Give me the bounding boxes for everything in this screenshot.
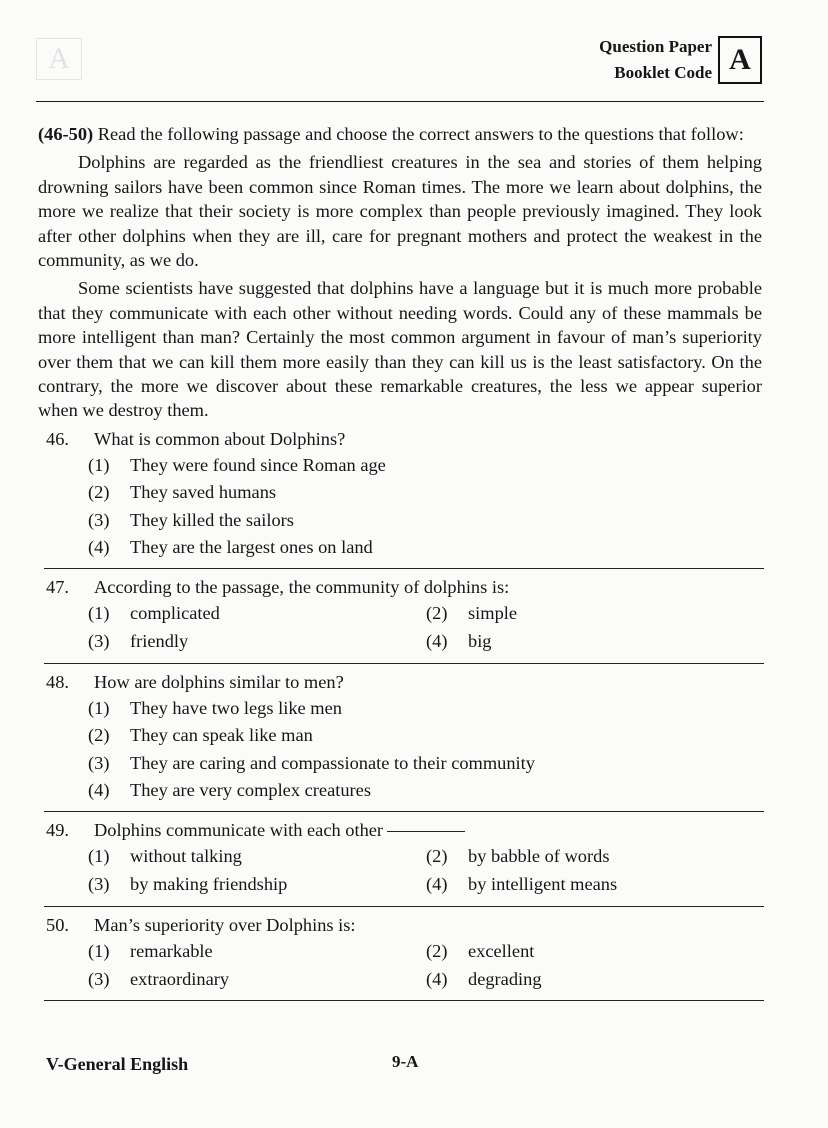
question-text: What is common about Dolphins?	[94, 428, 346, 449]
option-3	[88, 965, 426, 993]
option-text: excellent	[468, 940, 535, 961]
option-text: remarkable	[130, 940, 213, 961]
option-number: (4)	[88, 780, 110, 801]
question-number: 47.	[46, 577, 69, 598]
booklet-label-line1: Question Paper	[599, 37, 712, 56]
option-2	[88, 722, 762, 750]
question-text: Dolphins communicate with each other	[94, 820, 384, 841]
section-instruction	[38, 122, 762, 146]
option-number: (4)	[426, 874, 448, 895]
option-3	[88, 871, 426, 899]
booklet-code-box: A	[718, 36, 762, 84]
option-1	[88, 694, 762, 722]
option-1	[88, 843, 426, 871]
option-text: They saved humans	[130, 482, 277, 503]
option-number: (1)	[88, 454, 110, 475]
booklet-code-label	[599, 34, 712, 86]
question-divider	[44, 811, 764, 812]
question-47	[38, 575, 762, 655]
question-number: 50.	[46, 914, 69, 935]
option-3	[88, 628, 426, 656]
option-3	[88, 506, 762, 534]
option-text: degrading	[468, 968, 542, 989]
option-text: They are the largest ones on land	[130, 537, 373, 558]
option-3	[88, 749, 762, 777]
option-text: They are very complex creatures	[130, 780, 371, 801]
option-number: (2)	[426, 940, 448, 961]
footer-page-number: 9-A	[392, 1052, 419, 1071]
option-1	[88, 600, 426, 628]
option-text: They have two legs like men	[130, 697, 342, 718]
option-2	[426, 937, 762, 965]
question-stem	[94, 818, 762, 842]
question-section	[38, 122, 762, 1007]
option-text: complicated	[130, 603, 220, 624]
question-divider	[44, 906, 764, 907]
option-number: (3)	[88, 874, 110, 895]
option-text: They can speak like man	[130, 725, 313, 746]
option-number: (3)	[88, 752, 110, 773]
option-4	[426, 965, 762, 993]
question-text: According to the passage, the community of dolphins is:	[94, 577, 510, 598]
option-number: (1)	[88, 846, 110, 867]
question-number: 48.	[46, 671, 69, 692]
option-1	[88, 451, 762, 479]
option-number: (3)	[88, 968, 110, 989]
option-number: (2)	[88, 725, 110, 746]
option-text: friendly	[130, 631, 189, 652]
question-divider	[44, 663, 764, 664]
option-text: by making friendship	[130, 874, 288, 895]
question-divider	[44, 1000, 764, 1001]
option-number: (4)	[426, 968, 448, 989]
option-number: (2)	[426, 603, 448, 624]
question-46	[38, 427, 762, 561]
header-rule	[36, 101, 764, 102]
option-text: simple	[468, 603, 518, 624]
option-text: by intelligent means	[468, 874, 618, 895]
option-text: by babble of words	[468, 846, 610, 867]
booklet-code-block	[599, 34, 762, 86]
option-1	[88, 937, 426, 965]
question-text: How are dolphins similar to men?	[94, 671, 344, 692]
instruction-range: (46-50)	[38, 124, 94, 144]
option-number: (4)	[426, 631, 448, 652]
booklet-label-line2: Booklet Code	[614, 63, 712, 82]
option-4	[88, 777, 762, 805]
option-number: (4)	[88, 537, 110, 558]
faint-logo-mark: A	[36, 38, 82, 80]
question-number: 49.	[46, 820, 69, 841]
option-2	[88, 479, 762, 507]
option-text: They are caring and compassionate to their community	[130, 752, 535, 773]
question-text: Man’s superiority over Dolphins is:	[94, 914, 356, 935]
instruction-text: Read the following passage and choose the correct answers to the questions that follow:	[93, 124, 744, 144]
option-number: (1)	[88, 603, 110, 624]
option-4	[426, 871, 762, 899]
option-text: extraordinary	[130, 968, 230, 989]
option-number: (1)	[88, 940, 110, 961]
question-49	[38, 818, 762, 898]
option-2	[426, 600, 762, 628]
question-50	[38, 913, 762, 993]
option-number: (1)	[88, 697, 110, 718]
passage-paragraph-1: Dolphins are regarded as the friendliest creatures in the sea and stories of them helping drowning sailors have been common since Roman times. The more we learn about dolphins, the more we realize that their society is more complex than people previously imagined. They look after other dolphins when they are ill, care for pregnant mothers and protect the weakest in the community, as we do.	[38, 152, 762, 271]
option-4	[88, 534, 762, 562]
option-2	[426, 843, 762, 871]
fill-in-blank	[387, 831, 465, 832]
option-number: (2)	[88, 482, 110, 503]
option-text: They were found since Roman age	[130, 454, 386, 475]
option-number: (3)	[88, 509, 110, 530]
option-number: (2)	[426, 846, 448, 867]
question-divider	[44, 568, 764, 569]
question-48	[38, 670, 762, 804]
option-4	[426, 628, 762, 656]
option-text: without talking	[130, 846, 242, 867]
option-number: (3)	[88, 631, 110, 652]
question-number: 46.	[46, 428, 69, 449]
footer-subject: V-General English	[46, 1054, 189, 1074]
option-text: They killed the sailors	[130, 509, 294, 530]
passage-paragraph-2: Some scientists have suggested that dolphins have a language but it is much more probable that they communicate with each other without needing words. Could any of these mammals be more intelligent than man? Certainly the most common argument in favour of man’s superiority over them that we can kill them more easily than they can kill us is the least satisfactory. On the contrary, the more we discover about these remarkable creatures, the less we appear superior when we destroy them.	[38, 278, 762, 421]
option-text: big	[468, 631, 492, 652]
